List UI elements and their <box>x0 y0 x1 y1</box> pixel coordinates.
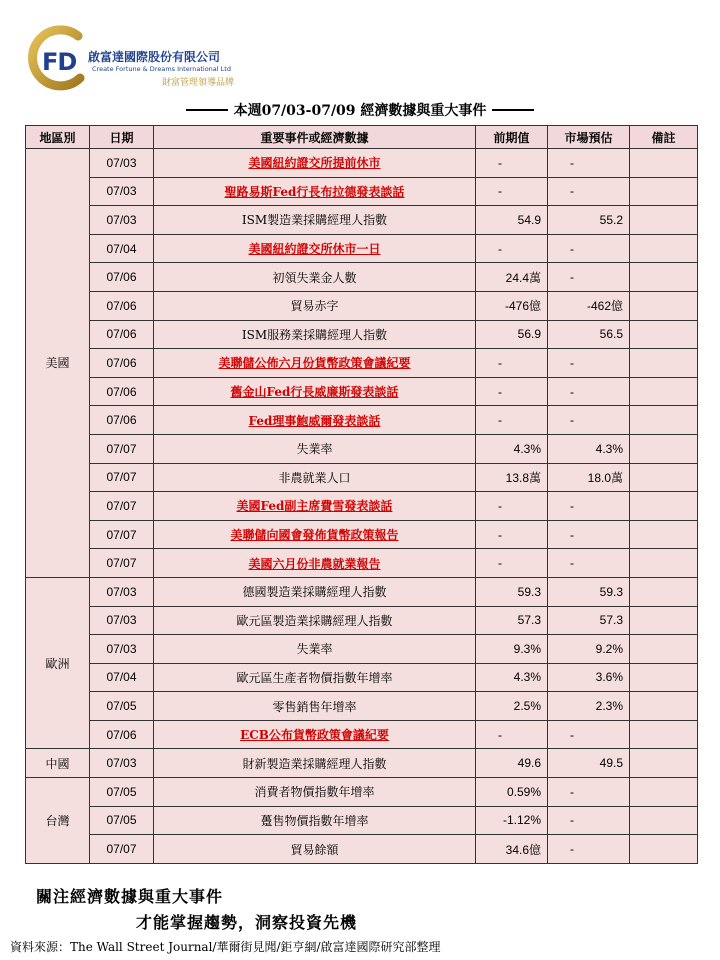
note-cell <box>630 377 698 406</box>
note-cell <box>630 806 698 835</box>
event-cell: 財新製造業採購經理人指數 <box>154 749 476 778</box>
previous-value-cell: 0.59% <box>476 778 548 807</box>
table-row <box>26 492 698 521</box>
note-cell <box>630 492 698 521</box>
table-row <box>26 206 698 235</box>
note-cell <box>630 291 698 320</box>
date-cell: 07/03 <box>90 577 154 606</box>
date-cell: 07/06 <box>90 320 154 349</box>
date-cell: 07/06 <box>90 349 154 378</box>
event-cell: 躉售物價指數年增率 <box>154 806 476 835</box>
estimate-cell: 49.5 <box>548 749 630 778</box>
note-cell <box>630 206 698 235</box>
date-cell: 07/07 <box>90 434 154 463</box>
event-cell: 舊金山Fed行長威廉斯發表談話 <box>154 377 476 406</box>
note-cell <box>630 149 698 178</box>
table-row <box>26 549 698 578</box>
event-cell: Fed理事鮑威爾發表談話 <box>154 406 476 435</box>
estimate-cell: - <box>548 549 630 578</box>
estimate-cell: - <box>548 778 630 807</box>
note-cell <box>630 635 698 664</box>
event-cell: ISM服務業採購經理人指數 <box>154 320 476 349</box>
table-row <box>26 349 698 378</box>
estimate-cell: 56.5 <box>548 320 630 349</box>
title-rule-left <box>186 109 228 111</box>
date-cell: 07/04 <box>90 663 154 692</box>
event-cell: 失業率 <box>154 434 476 463</box>
estimate-cell: - <box>548 520 630 549</box>
note-cell <box>630 749 698 778</box>
region-cell: 歐洲 <box>26 577 90 749</box>
note-cell <box>630 406 698 435</box>
date-cell: 07/03 <box>90 635 154 664</box>
date-cell: 07/06 <box>90 291 154 320</box>
title-area <box>0 96 720 120</box>
event-cell: ECB公布貨幣政策會議紀要 <box>154 720 476 749</box>
slogan-line-2: 才能掌握趨勢，洞察投資先機 <box>136 913 358 932</box>
event-cell: 德國製造業採購經理人指數 <box>154 577 476 606</box>
table-row <box>26 406 698 435</box>
previous-value-cell: 4.3% <box>476 434 548 463</box>
estimate-cell: - <box>548 806 630 835</box>
date-cell: 07/04 <box>90 234 154 263</box>
table-row <box>26 291 698 320</box>
table-row <box>26 692 698 721</box>
event-cell: 歐元區生產者物價指數年增率 <box>154 663 476 692</box>
note-cell <box>630 606 698 635</box>
date-cell: 07/07 <box>90 520 154 549</box>
note-cell <box>630 835 698 864</box>
previous-value-cell: -476億 <box>476 291 548 320</box>
table-row <box>26 663 698 692</box>
note-cell <box>630 577 698 606</box>
estimate-cell: - <box>548 177 630 206</box>
event-cell: 美聯儲公佈六月份貨幣政策會議紀要 <box>154 349 476 378</box>
event-cell: 美國紐約證交所提前休市 <box>154 149 476 178</box>
estimate-cell: - <box>548 349 630 378</box>
logo-company-name: 啟富達國際股份有限公司 <box>88 50 221 64</box>
table-row <box>26 635 698 664</box>
event-cell: 消費者物價指數年增率 <box>154 778 476 807</box>
previous-value-cell: - <box>476 349 548 378</box>
event-cell: 初領失業金人數 <box>154 263 476 292</box>
event-cell: 美國紐約證交所休市一日 <box>154 234 476 263</box>
event-cell: ISM製造業採購經理人指數 <box>154 206 476 235</box>
event-cell: 貿易赤字 <box>154 291 476 320</box>
note-cell <box>630 234 698 263</box>
event-cell: 零售銷售年增率 <box>154 692 476 721</box>
table-row <box>26 263 698 292</box>
logo-company-name-en: Create Fortune & Dreams International Ltd <box>92 65 231 73</box>
previous-value-cell: - <box>476 377 548 406</box>
page-title-text: 本週07/03-07/09 經濟數據與重大事件 <box>233 103 487 119</box>
event-cell: 非農就業人口 <box>154 463 476 492</box>
header-previous: 前期值 <box>476 126 548 149</box>
table-body <box>26 149 698 864</box>
table-row <box>26 806 698 835</box>
note-cell <box>630 263 698 292</box>
date-cell: 07/05 <box>90 778 154 807</box>
region-cell: 中國 <box>26 749 90 778</box>
table-header-row <box>26 126 698 149</box>
event-cell: 聖路易斯Fed行長布拉德發表談話 <box>154 177 476 206</box>
previous-value-cell: 9.3% <box>476 635 548 664</box>
date-cell: 07/06 <box>90 377 154 406</box>
header-event: 重要事件或經濟數據 <box>154 126 476 149</box>
date-cell: 07/03 <box>90 749 154 778</box>
note-cell <box>630 463 698 492</box>
estimate-cell: - <box>548 835 630 864</box>
note-cell <box>630 320 698 349</box>
estimate-cell: 59.3 <box>548 577 630 606</box>
event-cell: 貿易餘額 <box>154 835 476 864</box>
table-row <box>26 749 698 778</box>
date-cell: 07/06 <box>90 720 154 749</box>
estimate-cell: 57.3 <box>548 606 630 635</box>
table-row <box>26 463 698 492</box>
previous-value-cell: - <box>476 177 548 206</box>
date-cell: 07/07 <box>90 549 154 578</box>
logo-tagline: 財富管理領導品牌 <box>162 78 235 88</box>
header-date: 日期 <box>90 126 154 149</box>
region-cell: 台灣 <box>26 778 90 864</box>
company-logo <box>22 22 282 92</box>
logo-mark-text: FD <box>42 48 77 76</box>
estimate-cell: - <box>548 234 630 263</box>
previous-value-cell: - <box>476 406 548 435</box>
header-estimate: 市場預估 <box>548 126 630 149</box>
estimate-cell: - <box>548 263 630 292</box>
note-cell <box>630 663 698 692</box>
table-row <box>26 778 698 807</box>
previous-value-cell: 59.3 <box>476 577 548 606</box>
note-cell <box>630 549 698 578</box>
note-cell <box>630 692 698 721</box>
previous-value-cell: 34.6億 <box>476 835 548 864</box>
table-row <box>26 520 698 549</box>
note-cell <box>630 778 698 807</box>
date-cell: 07/03 <box>90 206 154 235</box>
previous-value-cell: 54.9 <box>476 206 548 235</box>
table-row <box>26 234 698 263</box>
slogan-line-1: 關注經濟數據與重大事件 <box>36 887 224 906</box>
previous-value-cell: - <box>476 720 548 749</box>
note-cell <box>630 177 698 206</box>
previous-value-cell: - <box>476 520 548 549</box>
date-cell: 07/06 <box>90 406 154 435</box>
date-cell: 07/03 <box>90 606 154 635</box>
event-cell: 歐元區製造業採購經理人指數 <box>154 606 476 635</box>
note-cell <box>630 434 698 463</box>
estimate-cell: - <box>548 492 630 521</box>
page-title <box>180 100 541 120</box>
estimate-cell: - <box>548 377 630 406</box>
table-row <box>26 177 698 206</box>
table-row <box>26 377 698 406</box>
data-source: 資料來源：The Wall Street Journal/華爾街見聞/鉅亨網/啟富達國際研究部整理 <box>10 940 441 954</box>
estimate-cell: - <box>548 406 630 435</box>
estimate-cell: - <box>548 720 630 749</box>
estimate-cell: 2.3% <box>548 692 630 721</box>
note-cell <box>630 720 698 749</box>
region-cell: 美國 <box>26 149 90 578</box>
note-cell <box>630 520 698 549</box>
table-row <box>26 149 698 178</box>
title-rule-right <box>492 109 534 111</box>
date-cell: 07/07 <box>90 463 154 492</box>
estimate-cell: 55.2 <box>548 206 630 235</box>
table-row <box>26 720 698 749</box>
previous-value-cell: 57.3 <box>476 606 548 635</box>
table-row <box>26 320 698 349</box>
event-cell: 美聯儲向國會發佈貨幣政策報告 <box>154 520 476 549</box>
date-cell: 07/05 <box>90 692 154 721</box>
header-region: 地區別 <box>26 126 90 149</box>
estimate-cell: 18.0萬 <box>548 463 630 492</box>
date-cell: 07/07 <box>90 835 154 864</box>
previous-value-cell: - <box>476 549 548 578</box>
date-cell: 07/05 <box>90 806 154 835</box>
header-note: 備註 <box>630 126 698 149</box>
event-cell: 失業率 <box>154 635 476 664</box>
previous-value-cell: -1.12% <box>476 806 548 835</box>
previous-value-cell: 24.4萬 <box>476 263 548 292</box>
events-table <box>25 125 698 864</box>
table-row <box>26 577 698 606</box>
estimate-cell: 3.6% <box>548 663 630 692</box>
table-row <box>26 434 698 463</box>
date-cell: 07/03 <box>90 149 154 178</box>
previous-value-cell: - <box>476 149 548 178</box>
table-row <box>26 835 698 864</box>
event-cell: 美國六月份非農就業報告 <box>154 549 476 578</box>
previous-value-cell: 56.9 <box>476 320 548 349</box>
estimate-cell: 4.3% <box>548 434 630 463</box>
previous-value-cell: - <box>476 234 548 263</box>
table-row <box>26 606 698 635</box>
estimate-cell: - <box>548 149 630 178</box>
date-cell: 07/07 <box>90 492 154 521</box>
estimate-cell: 9.2% <box>548 635 630 664</box>
previous-value-cell: 2.5% <box>476 692 548 721</box>
date-cell: 07/03 <box>90 177 154 206</box>
date-cell: 07/06 <box>90 263 154 292</box>
event-cell: 美國Fed副主席費雪發表談話 <box>154 492 476 521</box>
note-cell <box>630 349 698 378</box>
previous-value-cell: 4.3% <box>476 663 548 692</box>
estimate-cell: -462億 <box>548 291 630 320</box>
previous-value-cell: - <box>476 492 548 521</box>
previous-value-cell: 49.6 <box>476 749 548 778</box>
previous-value-cell: 13.8萬 <box>476 463 548 492</box>
